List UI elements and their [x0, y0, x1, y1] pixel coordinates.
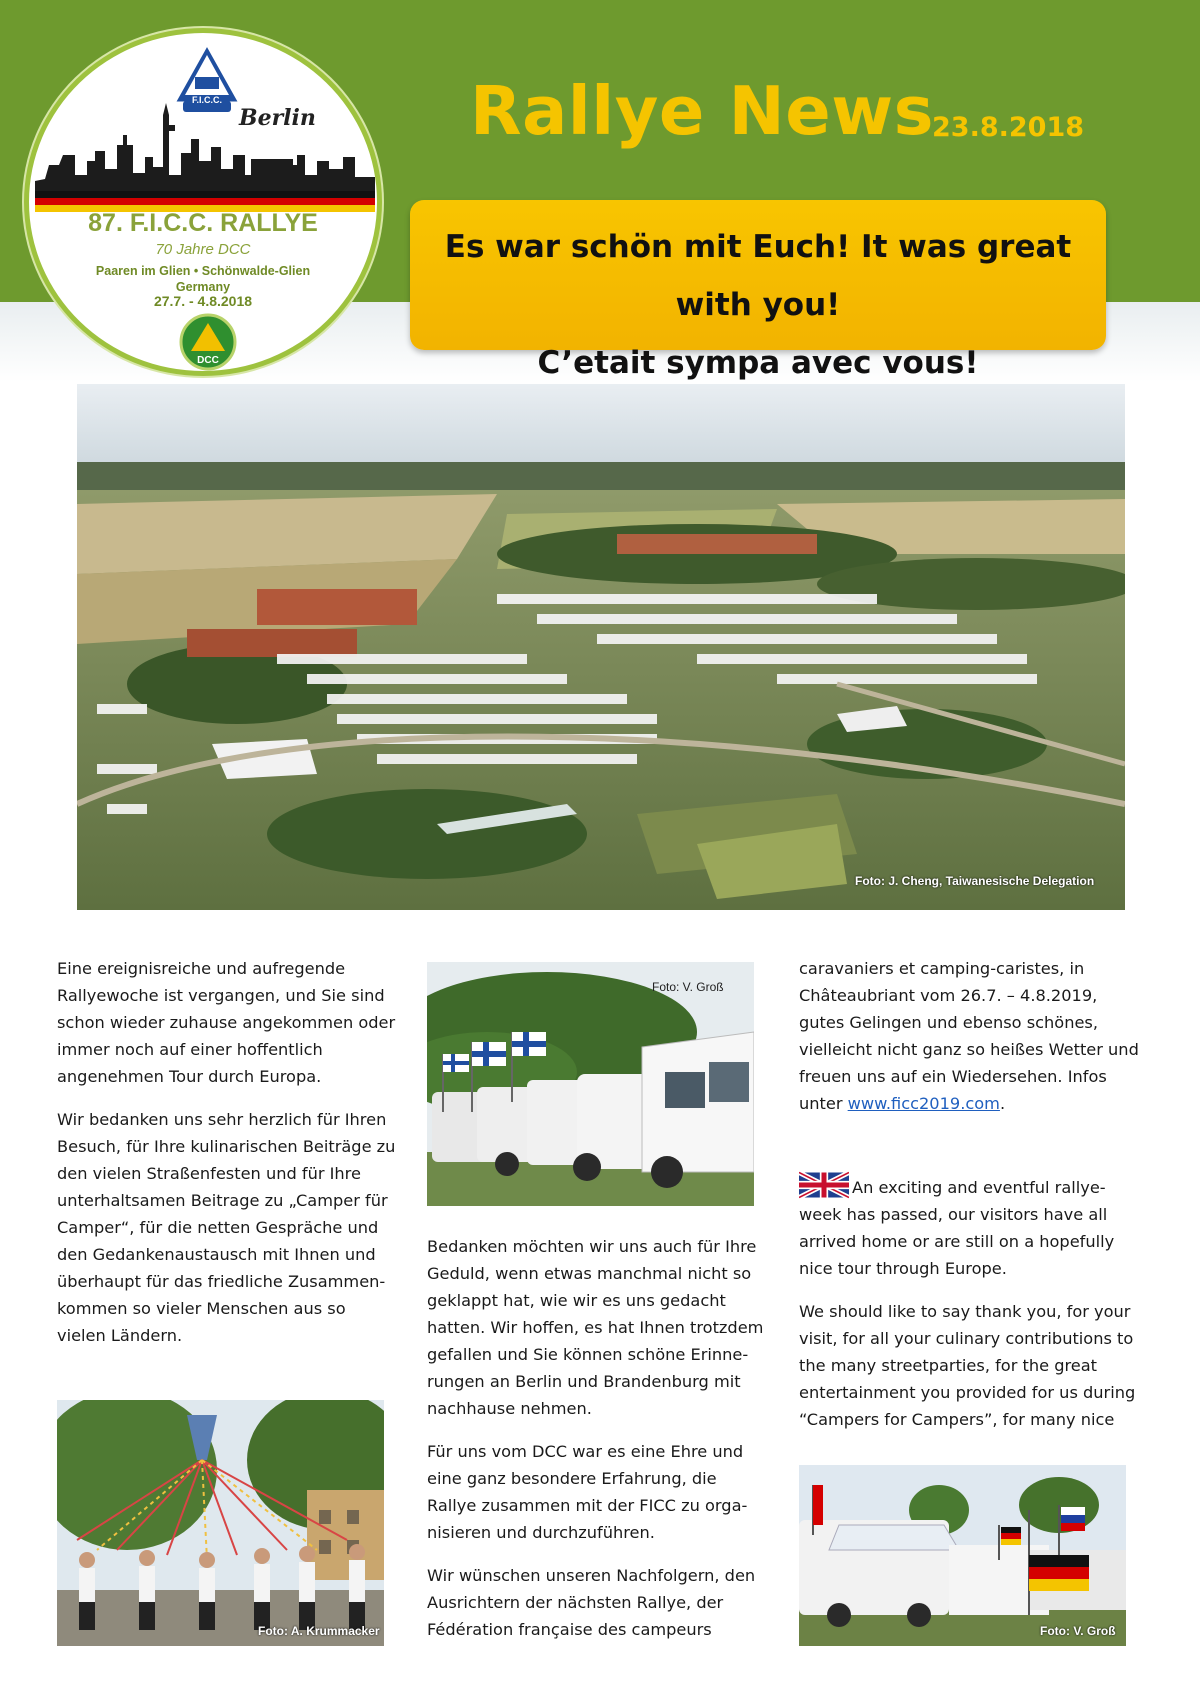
- col3-paragraph-1: [799, 955, 1139, 1117]
- column-3: [799, 955, 1139, 1449]
- newsletter-title: Rallye News: [470, 72, 934, 150]
- col2-paragraph-3: Wir wünschen unseren Nachfolgern, den Ausrichtern der nächsten Rallye, der Fédération française des campeurs: [427, 1566, 756, 1639]
- emblem-text: F.I.C.C.: [191, 95, 222, 105]
- campers-photo: [427, 962, 754, 1206]
- logo-dates: 27.7. - 4.8.2018: [153, 293, 253, 309]
- thanks-banner: [410, 200, 1106, 381]
- col3-en-paragraph-1: [799, 1171, 1139, 1282]
- column-1: [57, 955, 397, 1365]
- link-suffix: .: [999, 1094, 1006, 1113]
- logo-place-line2: Germany: [175, 280, 231, 294]
- campers-image: [427, 962, 754, 1206]
- col2-paragraph-2: Für uns vom DCC war es eine Ehre und eine ganz besondere Erfahrung, die Rallye zusammen mit der FICC zu orga-nisieren und durchzuführen.: [427, 1442, 748, 1542]
- logo-place: [29, 263, 377, 295]
- dcc-badge-text: DCC: [197, 355, 219, 366]
- rallye-logo: [24, 28, 382, 376]
- ficc2019-link[interactable]: www.ficc2019.com: [847, 1094, 1000, 1113]
- parade-photo-credit: Foto: A. Krummacker: [258, 1624, 380, 1638]
- logo-rally-title: 87. F.I.C.C. RALLYE: [88, 209, 318, 237]
- dcc-badge-icon: [179, 313, 237, 371]
- berlin-skyline-icon: [35, 95, 375, 215]
- flags-photo-credit: Foto: V. Groß: [1040, 1624, 1116, 1638]
- col1-paragraph-1: Eine ereignisreiche und aufregende Rallyewoche ist vergangen, und Sie sind schon wieder zuhause angekommen oder immer noch auf einer hoffentlich angenehmen Tour durch Europa.: [57, 959, 396, 1086]
- col3-paragraph-1-text: caravaniers et camping-caristes, in Châteaubriant vom 26.7. – 4.8.2019, gutes Gelingen und ebenso schönes, vielleicht nicht ganz so heißes Wetter und freuen uns auf ein Wiedersehen. Infos unter: [799, 959, 1139, 1113]
- logo-place-line1: Paaren im Glien • Schönwalde-Glien: [95, 264, 311, 278]
- column-2: [427, 1233, 767, 1659]
- spacer: [799, 1133, 1139, 1171]
- col3-en-paragraph-2: We should like to say thank you, for your visit, for all your culinary contributions to the many streetparties, for the great entertainment you provided for us during “Campers for Campers”, for many nice: [799, 1302, 1136, 1429]
- campers-photo-credit: Foto: V. Groß: [652, 980, 724, 994]
- uk-flag-icon: [799, 1171, 849, 1199]
- logo-city: Berlin: [239, 105, 316, 131]
- aerial-photo-credit: Foto: J. Cheng, Taiwanesische Delegation: [855, 874, 1095, 888]
- newsletter-date: 23.8.2018: [932, 112, 1085, 143]
- col1-paragraph-2: Wir bedanken uns sehr herzlich für Ihren Besuch, für Ihre kulinarischen Beiträge zu den vielen Straßenfesten und für Ihre unterhaltsamen Beitrage zu „Camper für Camper“, für die netten Gespräche und den Gedankenaustausch mit Ihnen und überhaupt für das friedliche Zusammen-kommen so vieler Menschen aus so vielen Ländern.: [57, 1110, 396, 1345]
- flags-image: [799, 1465, 1126, 1646]
- logo-subtitle: 70 Jahre DCC: [155, 241, 251, 258]
- col2-paragraph-1: Bedanken möchten wir uns auch für Ihre Geduld, wenn etwas manchmal nicht so geklappt hat, wie wir es uns gedacht hatten. Wir hoffen, es hat Ihnen trotzdem gefallen und Sie können schöne Erinne-rungen an Berlin und Brandenburg mit nachhause nehmen.: [427, 1237, 764, 1418]
- banner-line1: Es war schön mit Euch! It was great with you!: [444, 229, 1072, 323]
- parade-image: [57, 1400, 384, 1646]
- parade-photo: [57, 1400, 384, 1646]
- banner-line2: C’etait sympa avec vous!: [537, 345, 979, 381]
- col3-en-paragraph-1-text: An exciting and eventful rallye-week has passed, our visitors have all arrived home or are still on a hopefully nice tour through Europe.: [799, 1178, 1115, 1278]
- flags-photo: [799, 1465, 1126, 1646]
- aerial-campsite-photo: [77, 384, 1125, 910]
- aerial-campsite-image: [77, 384, 1125, 910]
